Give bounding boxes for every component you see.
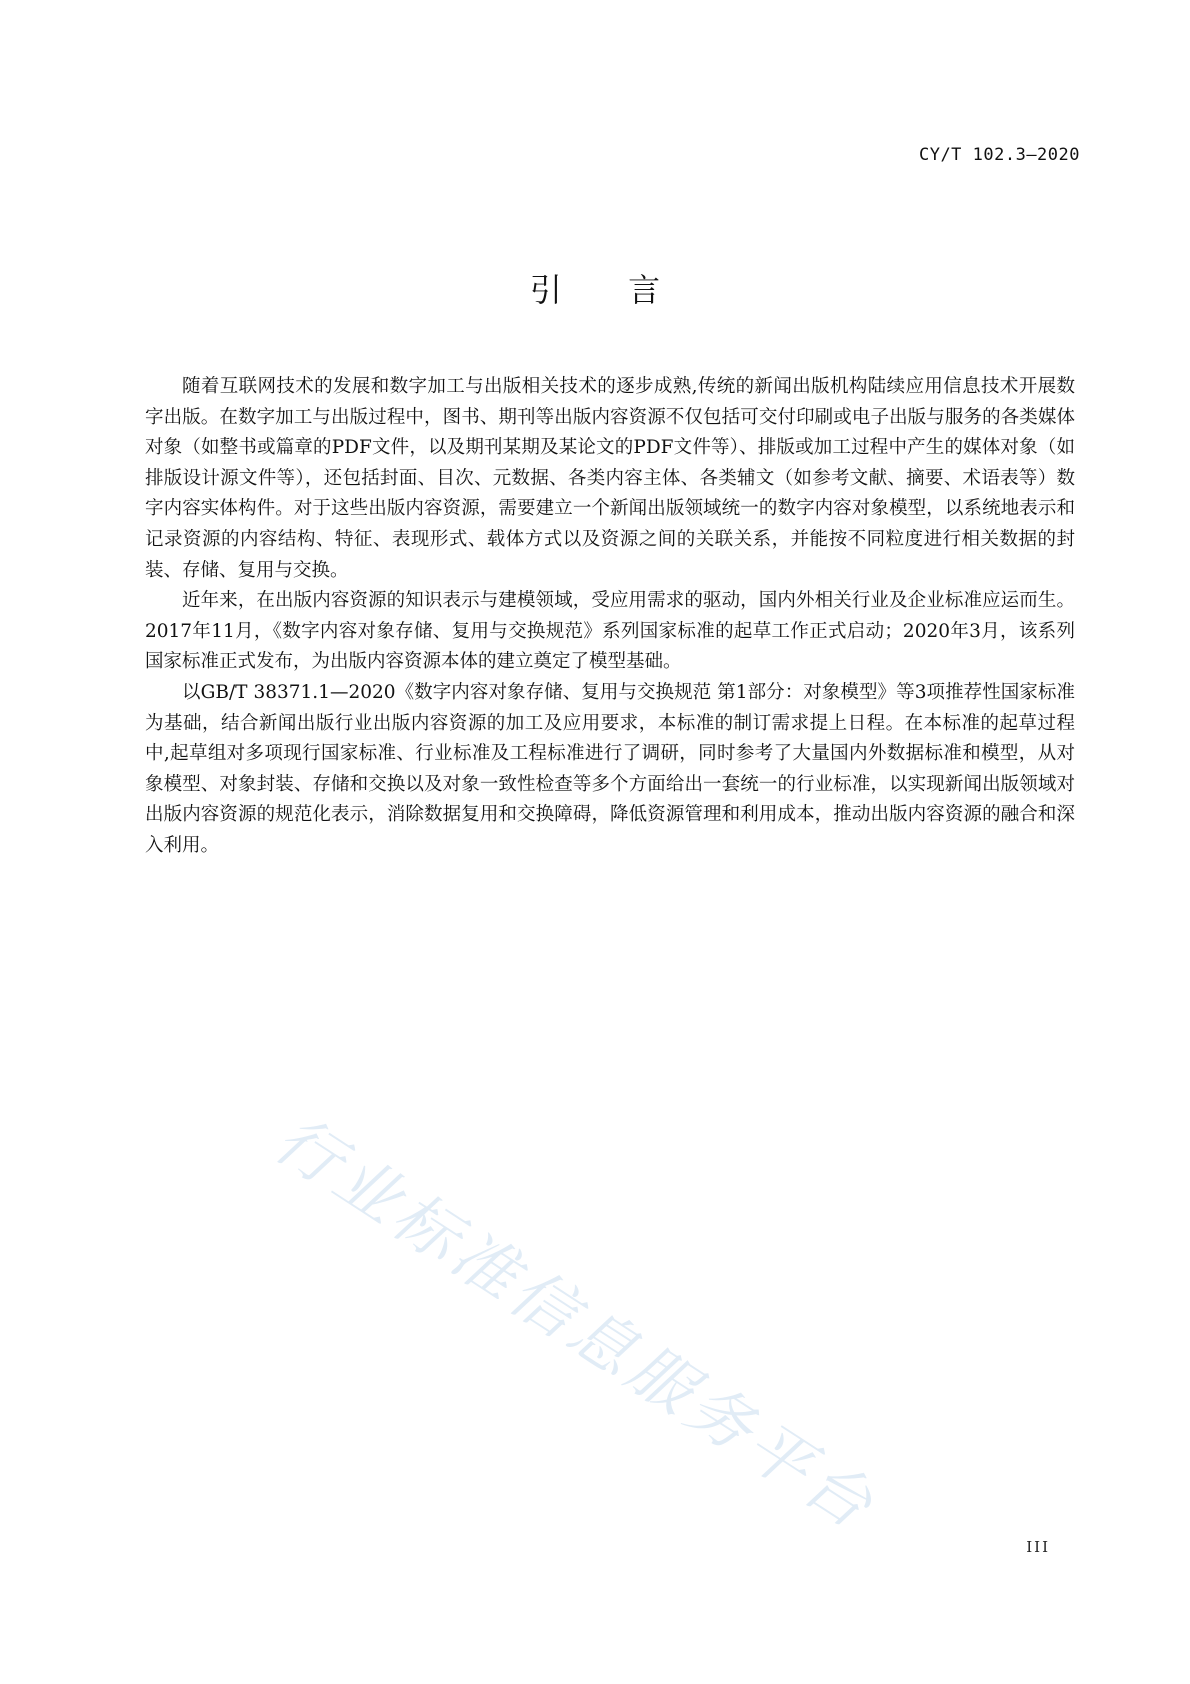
paragraph-3: 以GB/T 38371.1—2020《数字内容对象存储、复用与交换规范 第1部分：对象模型》等3项推荐性国家标准为基础，结合新闻出版行业出版内容资源的加工及应用要求，本标准的制订需求提上日程。在本标准的起草过程中,起草组对多项现行国家标准、行业标准及工程标准进行了调研，同时参考了大量国内外数据标准和模型，从对象模型、对象封装、存储和交换以及对象一致性检查等多个方面给出一套统一的行业标准，以实现新闻出版领域对出版内容资源的规范化表示，消除数据复用和交换障碍，降低资源管理和利用成本，推动出版内容资源的融合和深入利用。 <box>145 681 1075 856</box>
standard-code: CY/T 102.3—2020 <box>918 145 1080 165</box>
paragraph-2: 近年来，在出版内容资源的知识表示与建模领域，受应用需求的驱动，国内外相关行业及企业标准应运而生。2017年11月，《数字内容对象存储、复用与交换规范》系列国家标准的起草工作正式启动；2020年3月，该系列国家标准正式发布，为出版内容资源本体的建立奠定了模型基础。 <box>145 590 1075 673</box>
page-number: III <box>1026 1538 1050 1556</box>
section-title: 引 言 <box>529 271 689 309</box>
watermark: 行业标准信息服务平台 <box>261 1102 889 1546</box>
introduction-body <box>145 372 1075 862</box>
paragraph-1: 随着互联网技术的发展和数字加工与出版相关技术的逐步成熟,传统的新闻出版机构陆续应用信息技术开展数字出版。在数字加工与出版过程中，图书、期刊等出版内容资源不仅包括可交付印刷或电子出版与服务的各类媒体对象（如整书或篇章的PDF文件，以及期刊某期及某论文的PDF文件等）、排版或加工过程中产生的媒体对象（如排版设计源文件等），还包括封面、目次、元数据、各类内容主体、各类辅文（如参考文献、摘要、术语表等）数字内容实体构件。对于这些出版内容资源，需要建立一个新闻出版领域统一的数字内容对象模型，以系统地表示和记录资源的内容结构、特征、表现形式、载体方式以及资源之间的关联关系，并能按不同粒度进行相关数据的封装、存储、复用与交换。 <box>145 376 1075 581</box>
